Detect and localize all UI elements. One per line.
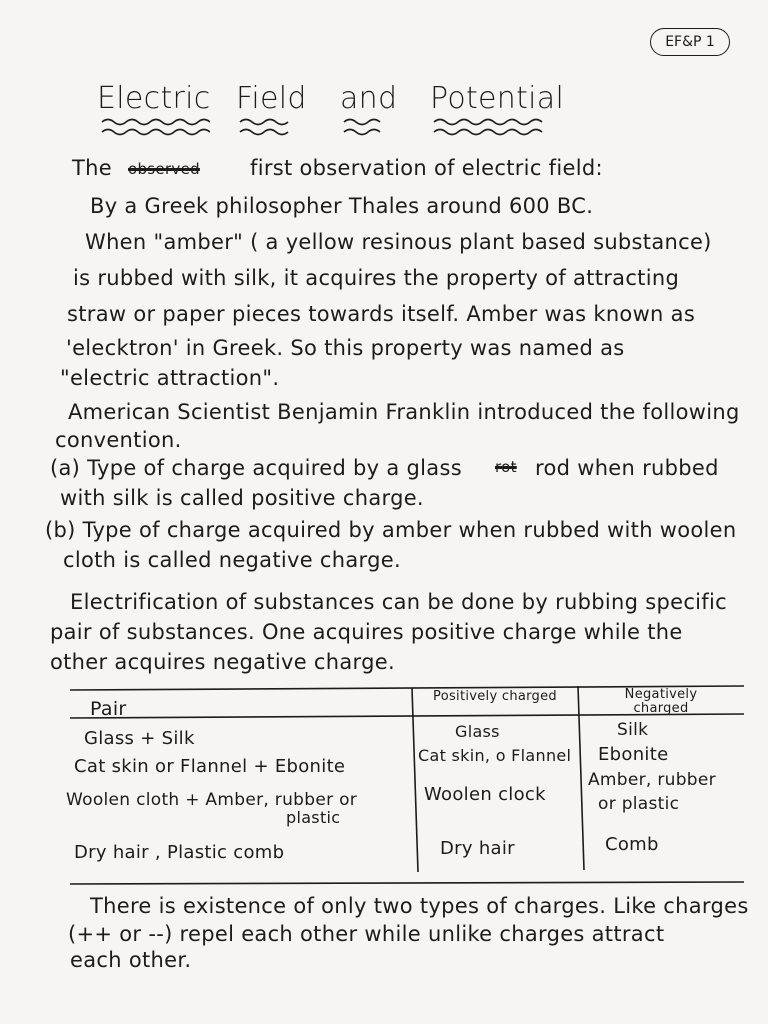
line-8: American Scientist Benjamin Franklin introduced the following — [68, 400, 740, 424]
table-cell-positive: Dry hair — [440, 838, 515, 859]
line-11: with silk is called positive charge. — [60, 486, 424, 510]
line-4: is rubbed with silk, it acquires the property of attracting — [73, 266, 680, 290]
table-cell-positive: Glass — [455, 722, 500, 741]
table-header-negative: Negatively charged — [624, 687, 698, 716]
line-10-rest: rod when rubbed — [535, 456, 719, 480]
table-cell-pair: Glass + Silk — [84, 728, 195, 749]
line-2: By a Greek philosopher Thales around 600 BC. — [90, 194, 594, 218]
table-cell-positive: Woolen clock — [424, 784, 546, 805]
table-cell-pair: Cat skin or Flannel + Ebonite — [74, 756, 346, 777]
footer-line-1: There is existence of only two types of charges. Like charges — [90, 894, 749, 918]
table-cell-pair: Dry hair , Plastic comb — [74, 842, 285, 863]
footer-line-2: (++ or --) repel each other while unlike charges attract — [68, 922, 665, 946]
line-7: "electric attraction". — [60, 366, 280, 390]
title-word-electric: Electric — [97, 81, 211, 116]
line-12: (b) Type of charge acquired by amber when rubbed with woolen — [45, 518, 737, 542]
line-10-start: (a) Type of charge acquired by a glass — [50, 456, 462, 480]
line-14: Electrification of substances can be done by rubbing specific — [70, 590, 727, 614]
line-1-start: The — [72, 156, 112, 180]
line-16: other acquires negative charge. — [50, 650, 395, 674]
table-cell-pair: Woolen cloth + Amber, rubber or — [66, 790, 358, 810]
line-3: When "amber" ( a yellow resinous plant based substance) — [85, 230, 712, 254]
title-word-field: Field — [236, 81, 307, 116]
title-word-potential: Potential — [430, 81, 565, 116]
page-tag: EF&P 1 — [650, 28, 730, 56]
table-cell-negative: Ebonite — [598, 744, 669, 765]
footer-line-3: each other. — [70, 948, 192, 972]
title-word-and: and — [340, 81, 398, 116]
table-cell-negative-cont: or plastic — [598, 794, 680, 814]
table-cell-negative: Amber, rubber — [588, 770, 716, 790]
line-6: 'elecktron' in Greek. So this property was named as — [66, 336, 625, 360]
table-header-positive: Positively charged — [433, 689, 557, 704]
table-cell-negative: Comb — [605, 834, 659, 855]
line-13: cloth is called negative charge. — [63, 548, 401, 572]
line-1-rest: first observation of electric field: — [250, 156, 603, 180]
struck-word: observed — [128, 160, 200, 178]
table-cell-positive: Cat skin, o Flannel — [418, 746, 572, 765]
line-9: convention. — [55, 428, 182, 452]
table-header-pair: Pair — [90, 698, 127, 720]
table-cell-negative: Silk — [617, 720, 649, 740]
line-5: straw or paper pieces towards itself. Amber was known as — [67, 302, 696, 326]
line-15: pair of substances. One acquires positive charge while the — [50, 620, 683, 644]
struck-word: rot — [495, 458, 517, 476]
table-cell-pair-cont: plastic — [286, 808, 341, 827]
